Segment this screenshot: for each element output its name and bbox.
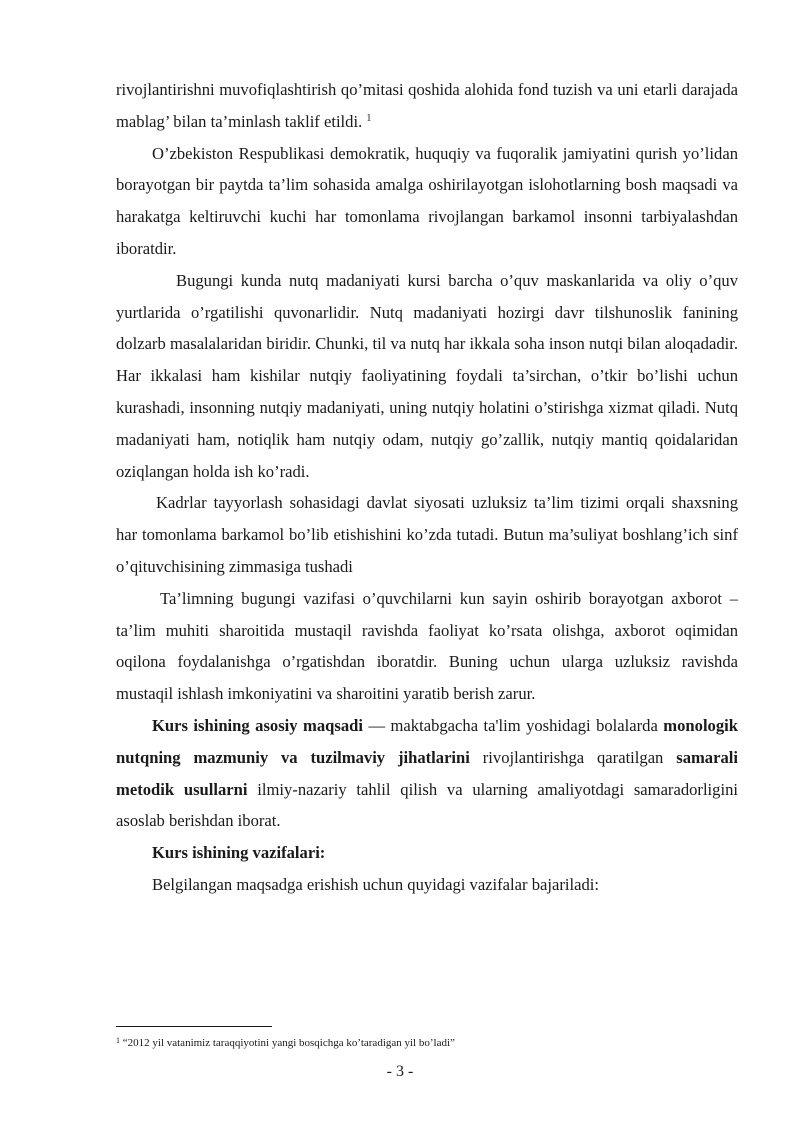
goal-term-2: monologik nutqning mazmuniy va tuzilmaviy jihatlarini <box>116 715 738 767</box>
paragraph-1-text: rivojlantirishni muvofiqlashtirish qo’mitasi qoshida alohida fond tuzish va uni etarli darajada mablag’ bilan ta’minlash taklif etildi. <box>116 80 738 131</box>
tasks-heading-text: Kurs ishining vazifalari: <box>152 843 326 863</box>
footnote-separator <box>116 1026 272 1027</box>
footnote-marker: 1 <box>116 1036 120 1045</box>
goal-text-1: — maktabgacha ta'lim yoshidagi bolalarda <box>363 715 664 735</box>
paragraph-5: Ta’limning bugungi vazifasi o’quvchilarni kun sayin oshirib borayotgan axborot – ta’lim muhiti sharoitida mustaqil ravishda faoliyat ko’rsata olishga, axborot oqimidan oqilona foydalanishga o’rgatishdan iboratdir. Buning uchun ularga uzluksiz ravishda mustaqil ishlash imkoniyatini va sharoitini yaratib berish zarur. <box>116 588 738 704</box>
footnote-reference[interactable]: 1 <box>366 112 372 124</box>
paragraph-2: O’zbekiston Respublikasi demokratik, huquqiy va fuqoralik jamiyatini qurish yo’lidan borayotgan bir paytda ta’lim sohasida amalga oshirilayotgan islohotlarning bosh maqsadi va harakatga keltiruvchi kuchi har tomonlama rivojlangan barkamol insonni tarbiyalashdan iboratdir. <box>116 143 738 258</box>
paragraph-8: Belgilangan maqsadga erishish uchun quyidagi vazifalar bajariladi: <box>152 874 599 894</box>
footnote <box>116 1036 455 1050</box>
paragraph-3: Bugungi kunda nutq madaniyati kursi barcha o’quv maskanlarida va oliy o’quv yurtlarida o’rgatilishi quvonarlidir. Nutq madaniyati hozirgi davr tilshunoslik fanining dolzarb masalalaridan biridir. Chunki, til va nutq har ikkala soha inson nutqi bilan aloqadadir. Har ikkalasi ham kishilar nutqiy faoliyatining foydali ta’sirchan, o’tkir bo’lishi uchun kurashadi, insonning nutqiy madaniyati, uning nutqiy holatini o’stirishga xizmat qiladi. Nutq madaniyati ham, notiqlik ham nutqiy odam, nutqiy go’zallik, nutqiy mantiq qoidalaridan oziqlangan holda ish ko’radi. <box>116 270 738 481</box>
goal-text-2: rivojlantirishga qaratilgan <box>469 747 677 767</box>
goal-term: Kurs ishining asosiy maqsadi <box>152 715 363 735</box>
goal-term-3: samarali metodik usullarni <box>116 747 738 799</box>
goal-text-3: ilmiy-nazariy tahlil qilish va ularning amaliyotdagi samaradorligini asoslab berishdan iborat. <box>116 779 738 831</box>
paragraph-1 <box>116 74 738 138</box>
document-body <box>116 74 738 901</box>
paragraph-6-goal <box>116 710 738 837</box>
footnote-text: “2012 yil vatanimiz taraqqiyotini yangi bosqichga ko’taradigan yil bo’ladi” <box>120 1037 455 1049</box>
tasks-heading <box>116 837 738 869</box>
paragraph-4: Kadrlar tayyorlash sohasidagi davlat siyosati uzluksiz ta’lim tizimi orqali shaxsning har tomonlama barkamol bo’lib etishishini ko’zda tutadi. Butun ma’suliyat boshlang’ich sinf o’qituvchisining zimmasiga tushadi <box>116 493 738 576</box>
page-number: - 3 - <box>386 1063 414 1080</box>
